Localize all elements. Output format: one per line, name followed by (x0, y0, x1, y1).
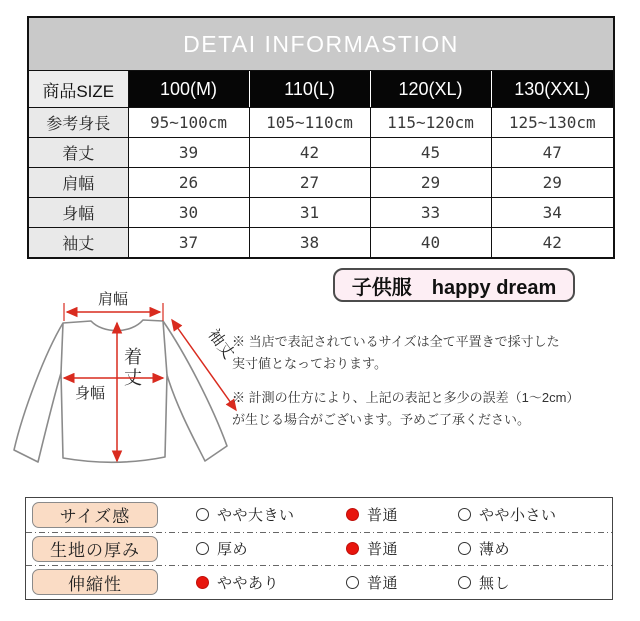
size-table (27, 16, 615, 259)
row-label: 参考身長 (28, 108, 128, 138)
size-value-cell: 47 (491, 138, 614, 168)
size-value-cell: 37 (128, 228, 249, 259)
measure-arrow-sleeve (172, 320, 238, 410)
size-table-title-row (28, 17, 614, 71)
size-value-cell: 30 (128, 198, 249, 228)
size-value-cell: 38 (249, 228, 370, 259)
shirt-armhole-right (163, 321, 167, 375)
page-title: DETAI INFORMASTION (28, 17, 614, 71)
shirt-outline (14, 320, 227, 462)
row-label: 袖丈 (28, 228, 128, 259)
size-value-cell: 39 (128, 138, 249, 168)
note-line: ※ 計測の仕方により、上記の表記と多少の誤差（1～2cm） (232, 390, 580, 405)
spec-row-size-feel (26, 498, 612, 532)
radio-icon[interactable] (346, 576, 359, 589)
table-row (28, 108, 614, 138)
radio-option-label: 普通 (367, 574, 399, 592)
radio-option[interactable] (346, 572, 458, 593)
shirt-armhole-left (61, 323, 63, 373)
size-value-cell: 125~130cm (491, 108, 614, 138)
size-value-cell: 42 (491, 228, 614, 259)
spec-row-stretch (26, 565, 612, 599)
size-column-header: 100(M) (128, 71, 249, 108)
radio-icon[interactable] (346, 542, 359, 555)
radio-option[interactable] (346, 538, 458, 559)
shirt-measurement-diagram (5, 283, 325, 488)
size-value-cell: 105~110cm (249, 108, 370, 138)
size-value-cell: 29 (491, 168, 614, 198)
note-tolerance (232, 387, 624, 431)
size-value-cell: 45 (370, 138, 491, 168)
size-value-cell: 34 (491, 198, 614, 228)
size-value-cell: 27 (249, 168, 370, 198)
note-measurement (232, 331, 624, 375)
brand-badge: 子供服 happy dream (333, 268, 575, 302)
size-column-header: 130(XXL) (491, 71, 614, 108)
size-value-cell: 40 (370, 228, 491, 259)
spec-label: 伸縮性 (32, 569, 158, 595)
radio-icon[interactable] (458, 508, 471, 521)
table-row (28, 228, 614, 259)
svg-text:丈: 丈 (124, 368, 142, 388)
row-label: 着丈 (28, 138, 128, 168)
size-value-cell: 42 (249, 138, 370, 168)
radio-option[interactable] (346, 504, 458, 525)
note-line: 実寸値となっております。 (232, 356, 387, 371)
radio-option-label: 薄め (479, 541, 511, 558)
measure-arrow-shoulder (64, 291, 163, 321)
measure-arrow-body-width (64, 378, 163, 402)
size-column-header: 110(L) (249, 71, 370, 108)
radio-option-label: やや大きい (217, 507, 295, 525)
radio-option-label: 普通 (367, 507, 399, 525)
radio-icon[interactable] (346, 508, 359, 521)
radio-icon[interactable] (458, 576, 471, 589)
spec-table (25, 497, 613, 600)
radio-option-label: 無し (479, 574, 511, 592)
size-value-cell: 95~100cm (128, 108, 249, 138)
svg-text:身幅: 身幅 (75, 385, 106, 402)
size-column-header: 120(XL) (370, 71, 491, 108)
radio-icon[interactable] (196, 508, 209, 521)
spec-row-fabric-thickness (26, 532, 612, 566)
row-label: 身幅 (28, 198, 128, 228)
radio-option-label: ややあり (217, 574, 280, 592)
table-row (28, 138, 614, 168)
table-row (28, 198, 614, 228)
svg-text:袖丈: 袖丈 (204, 326, 237, 363)
radio-option[interactable] (196, 504, 346, 525)
svg-text:肩幅: 肩幅 (97, 291, 129, 308)
spec-label: サイズ感 (32, 502, 158, 528)
spec-label: 生地の厚み (32, 536, 158, 562)
svg-text:着: 着 (124, 347, 142, 367)
size-table-corner-label: 商品SIZE (28, 71, 128, 108)
radio-option-label: やや小さい (479, 507, 557, 525)
size-value-cell: 29 (370, 168, 491, 198)
radio-icon[interactable] (196, 576, 209, 589)
radio-icon[interactable] (196, 542, 209, 555)
size-value-cell: 31 (249, 198, 370, 228)
radio-icon[interactable] (458, 542, 471, 555)
radio-option-label: 普通 (367, 541, 399, 558)
radio-option[interactable] (196, 572, 346, 593)
row-label: 肩幅 (28, 168, 128, 198)
radio-option-label: 厚め (217, 541, 249, 558)
size-value-cell: 26 (128, 168, 249, 198)
measure-arrow-length (117, 323, 142, 461)
radio-option[interactable] (196, 538, 346, 559)
radio-option[interactable] (458, 572, 598, 593)
size-value-cell: 115~120cm (370, 108, 491, 138)
note-line: ※ 当店で表記されているサイズは全て平置きで採寸した (232, 334, 560, 349)
size-header-row (28, 71, 614, 108)
size-value-cell: 33 (370, 198, 491, 228)
note-line: が生じる場合がございます。予めご了承ください。 (232, 412, 530, 427)
radio-option[interactable] (458, 504, 598, 525)
table-row (28, 168, 614, 198)
radio-option[interactable] (458, 538, 598, 559)
